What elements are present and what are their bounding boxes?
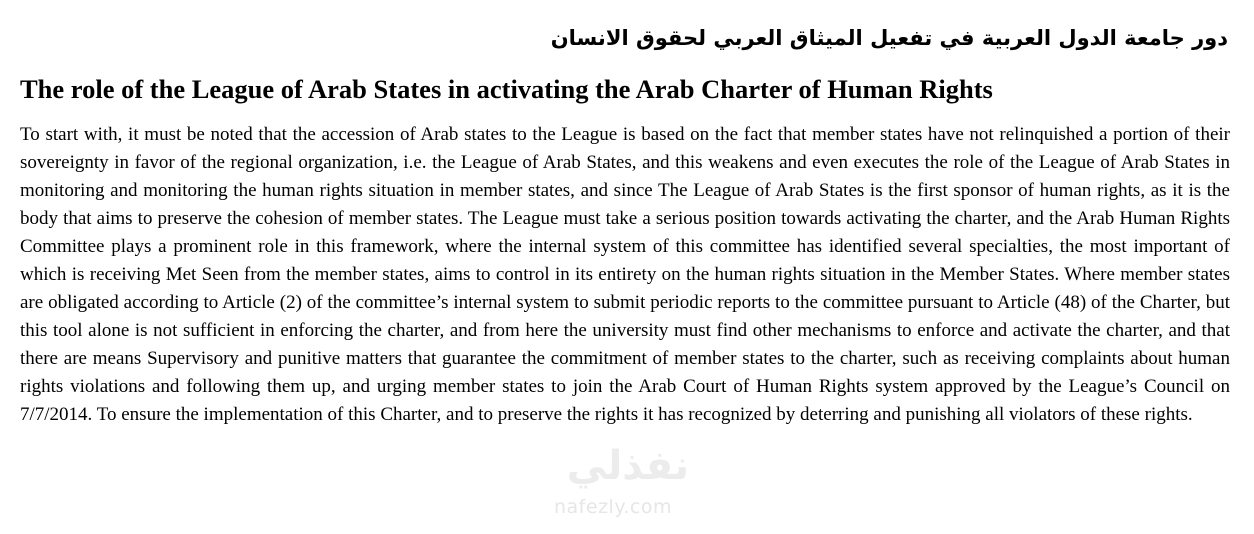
body-paragraph: To start with, it must be noted that the accession of Arab states to the League is based on the fact that member states have not relinquished a portion of their sovereignty in favor of the regional organization, i.e. the League of Arab States, and this weakens and even executes the role of the League of Arab States in monitoring and monitoring the human rights situation in member states, and since The League of Arab States is the first sponsor of human rights, as it is the body that aims to preserve the cohesion of member states. The League must take a serious position towards activating the charter, and the Arab Human Rights Committee plays a prominent role in this framework, where the internal system of this committee has identified several specialties, the most important of which is receiving Met Seen from the member states, aims to control in its entirety on the human rights situation in the Member States. Where member states are obligated according to Article (2) of the committee’s internal system to submit periodic reports to the committee pursuant to Article (48) of the Charter, but this tool alone is not sufficient in enforcing the charter, and from here the university must find other mechanisms to enforce and activate the charter, and that there are means Supervisory and punitive matters that guarantee the commitment of member states to the charter, such as receiving complaints about human rights violations and following them up, and urging member states to join the Arab Court of Human Rights system approved by the League’s Council on 7/7/2014. To ensure the implementation of this Charter, and to preserve the rights it has recognized by deterring and punishing all violators of these rights. — [20, 124, 1230, 425]
watermark-domain: nafezly.com — [554, 496, 672, 518]
arabic-title: دور جامعة الدول العربية في تفعيل الميثاق العربي لحقوق الانسان — [550, 26, 1228, 50]
english-title: The role of the League of Arab States in activating the Arab Charter of Human Rights — [20, 74, 993, 104]
watermark — [548, 440, 718, 524]
watermark-logo: نفذلي — [566, 443, 690, 489]
